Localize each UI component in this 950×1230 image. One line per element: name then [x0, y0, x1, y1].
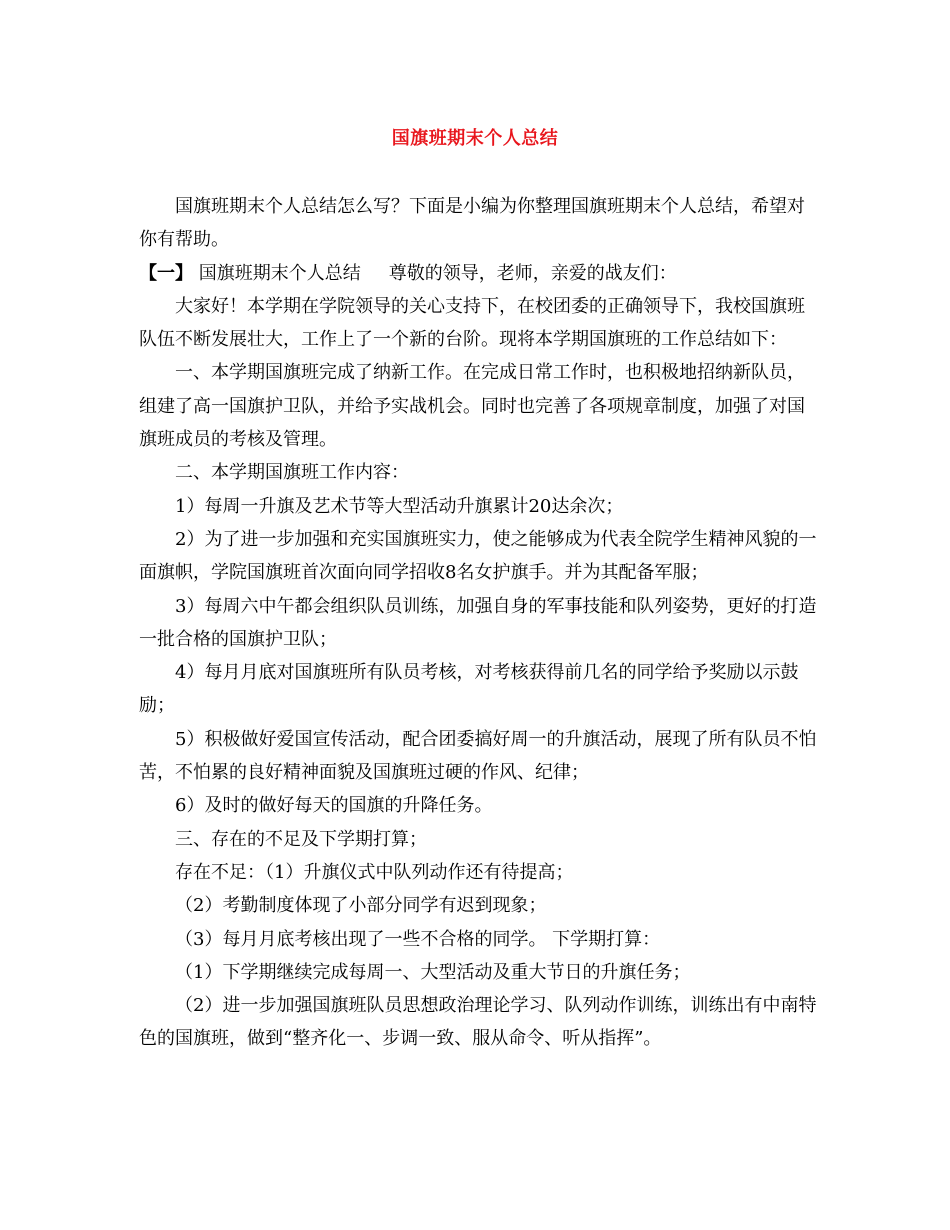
list-item: 1）每周一升旗及艺术节等大型活动升旗累计20达余次； — [175, 495, 624, 517]
list-item: （2）进一步加强国旗班队员思想政治理论学习、队列动作训练，训练出有中南特色的国旗班，做到“整齐化一、步调一致、服从命令、听从指挥”。 — [139, 995, 817, 1050]
list-item: 4）每月月底对国旗班所有队员考核，对考核获得前几名的同学给予奖励以示鼓励； — [139, 662, 799, 717]
section-marker: 【一】 — [139, 262, 193, 284]
section-heading — [139, 257, 819, 290]
paragraph: 三、存在的不足及下学期打算； — [175, 828, 427, 850]
list-item: 5）积极做好爱国宣传活动，配合团委搞好周一的升旗活动，展现了所有队员不怕苦，不怕累的良好精神面貌及国旗班过硬的作风、纪律； — [139, 728, 817, 784]
salutation: 尊敬的领导，老师，亲爱的战友们： — [388, 262, 677, 284]
document-title: 国旗班期末个人总结 — [391, 128, 559, 149]
paragraph: 二、本学期国旗班工作内容： — [175, 462, 409, 484]
list-item: 2）为了进一步加强和充实国旗班实力，使之能够成为代表全院学生精神风貌的一面旗帜，学院国旗班首次面向同学招收8名女护旗手。并为其配备军服； — [139, 528, 817, 584]
list-item: （2）考勤制度体现了小部分同学有迟到现象； — [175, 895, 547, 917]
paragraph: 一、本学期国旗班完成了纳新工作。在完成日常工作时，也积极地招纳新队员，组建了高一国旗护卫队，并给予实战机会。同时也完善了各项规章制度，加强了对国旗班成员的考核及管理。 — [139, 362, 805, 451]
intro-paragraph: 国旗班期末个人总结怎么写？下面是小编为你整理国旗班期末个人总结，希望对你有帮助。 — [139, 196, 805, 251]
list-item: 6）及时的做好每天的国旗的升降任务。 — [175, 795, 493, 817]
paragraph: 大家好！本学期在学院领导的关心支持下，在校团委的正确领导下，我校国旗班队伍不断发展壮大，工作上了一个新的台阶。现将本学期国旗班的工作总结如下： — [139, 295, 805, 351]
list-item: （1）下学期继续完成每周一、大型活动及重大节日的升旗任务； — [175, 961, 691, 983]
list-item: 存在不足：（1）升旗仪式中队列动作还有待提高； — [175, 861, 574, 883]
list-item: （3）每月月底考核出现了一些不合格的同学。 下学期打算： — [175, 928, 661, 950]
list-item: 3）每周六中午都会组织队员训练，加强自身的军事技能和队列姿势，更好的打造一批合格的国旗护卫队； — [139, 595, 817, 650]
document-body — [139, 190, 819, 1056]
section-title: 国旗班期末个人总结 — [198, 262, 361, 284]
